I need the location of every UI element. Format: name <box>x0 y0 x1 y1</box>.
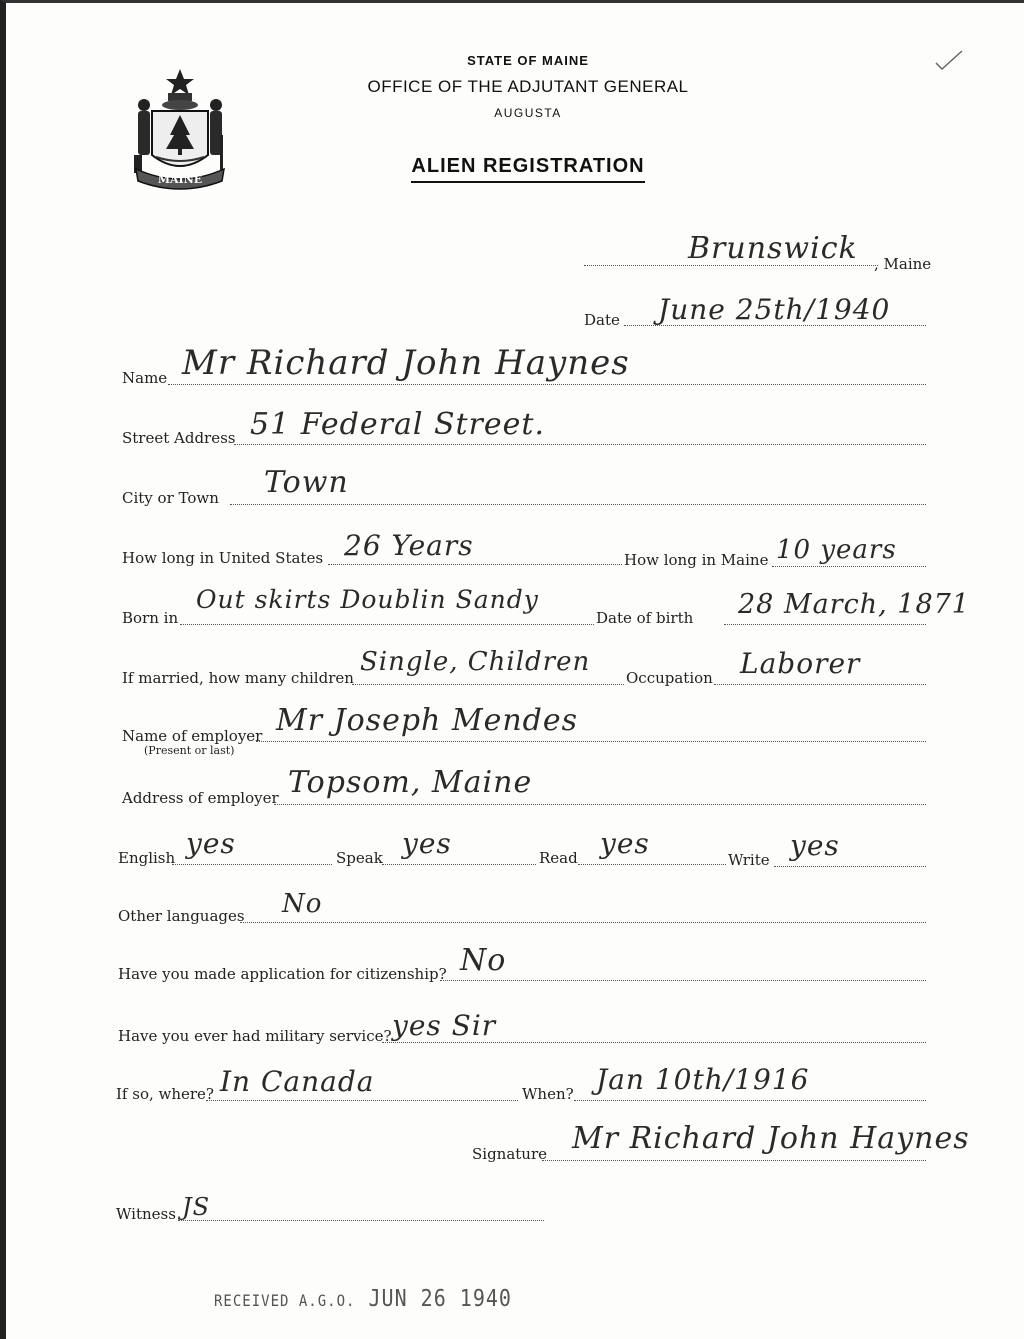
header-city: AUGUSTA <box>494 106 562 120</box>
maine-time-line <box>772 566 926 567</box>
city-label: City or Town <box>122 489 219 507</box>
citizenship-line <box>440 980 926 981</box>
other-lang-line <box>240 922 926 923</box>
received-stamp <box>214 1284 512 1312</box>
employer-label: Name of employer <box>122 727 263 745</box>
signature-line <box>542 1160 926 1161</box>
military-label: Have you ever had military service? <box>118 1027 392 1045</box>
occupation-line <box>714 684 926 685</box>
read-entry: yes <box>600 827 650 860</box>
name-label: Name <box>122 369 168 387</box>
occupation-entry: Laborer <box>740 647 861 680</box>
city-entry: Town <box>264 465 349 500</box>
when-label: When? <box>522 1085 574 1103</box>
form-title <box>16 155 1024 178</box>
when-line <box>574 1100 926 1101</box>
city-line <box>230 504 926 505</box>
speak-line <box>382 864 536 865</box>
name-line <box>168 384 926 385</box>
military-entry: yes Sir <box>392 1009 497 1042</box>
street-entry: 51 Federal Street. <box>250 407 546 442</box>
employer-note: (Present or last) <box>144 744 235 757</box>
stamp-received: RECEIVED A.G.O. <box>214 1292 356 1311</box>
english-entry: yes <box>186 827 236 860</box>
seal-text: MAINE <box>157 173 203 186</box>
where-entry: In Canada <box>220 1065 375 1098</box>
stamp-date: JUN 26 1940 <box>368 1284 512 1312</box>
header-state: STATE OF MAINE <box>467 53 589 68</box>
read-line <box>578 864 726 865</box>
header-office: OFFICE OF THE ADJUTANT GENERAL <box>367 77 689 96</box>
when-entry: Jan 10th/1916 <box>596 1063 810 1096</box>
form-title-text: ALIEN REGISTRATION <box>411 155 644 183</box>
witness-label: Witness <box>116 1205 176 1223</box>
dob-entry: 28 March, 1871 <box>738 589 970 620</box>
dob-line <box>724 624 926 625</box>
occupation-label: Occupation <box>626 669 713 687</box>
employer-address-label: Address of employer <box>122 789 279 807</box>
military-line <box>382 1042 926 1043</box>
english-line <box>172 864 332 865</box>
date-label: Date <box>584 311 620 329</box>
born-label: Born in <box>122 609 179 627</box>
signature-entry: Mr Richard John Haynes <box>572 1121 970 1156</box>
maine-time-entry: 10 years <box>776 535 897 565</box>
english-label: English <box>118 849 176 867</box>
employer-address-entry: Topsom, Maine <box>288 765 533 800</box>
witness-line <box>178 1220 544 1221</box>
maine-time-label: How long in Maine <box>624 551 769 569</box>
witness-entry: JS <box>182 1193 211 1221</box>
signature-label: Signature <box>472 1145 548 1163</box>
other-lang-label: Other languages <box>118 907 245 925</box>
write-line <box>774 866 926 867</box>
street-label: Street Address <box>122 429 236 447</box>
write-entry: yes <box>790 829 840 862</box>
married-label: If married, how many children <box>122 669 354 687</box>
married-entry: Single, Children <box>360 647 591 677</box>
speak-label: Speak <box>336 849 383 867</box>
employer-entry: Mr Joseph Mendes <box>276 703 579 738</box>
where-line <box>206 1100 518 1101</box>
born-line <box>180 624 594 625</box>
write-label: Write <box>728 851 770 869</box>
employer-address-line <box>274 804 926 805</box>
speak-entry: yes <box>402 827 452 860</box>
name-entry: Mr Richard John Haynes <box>182 343 630 383</box>
employer-line <box>256 741 926 742</box>
us-time-line <box>328 564 622 565</box>
married-line <box>352 684 624 685</box>
us-time-label: How long in United States <box>122 549 324 567</box>
read-label: Read <box>539 849 578 867</box>
other-lang-entry: No <box>282 889 323 919</box>
where-label: If so, where? <box>116 1085 214 1103</box>
citizenship-entry: No <box>460 943 507 978</box>
town-suffix-label: , Maine <box>874 255 932 273</box>
dob-label: Date of birth <box>596 609 694 627</box>
us-time-entry: 26 Years <box>344 529 474 562</box>
street-line <box>234 444 926 445</box>
date-entry: June 25th/1940 <box>658 293 891 326</box>
citizenship-label: Have you made application for citizenship? <box>118 965 447 983</box>
town-entry: Brunswick <box>688 231 858 266</box>
born-entry: Out skirts Doublin Sandy <box>196 585 539 614</box>
